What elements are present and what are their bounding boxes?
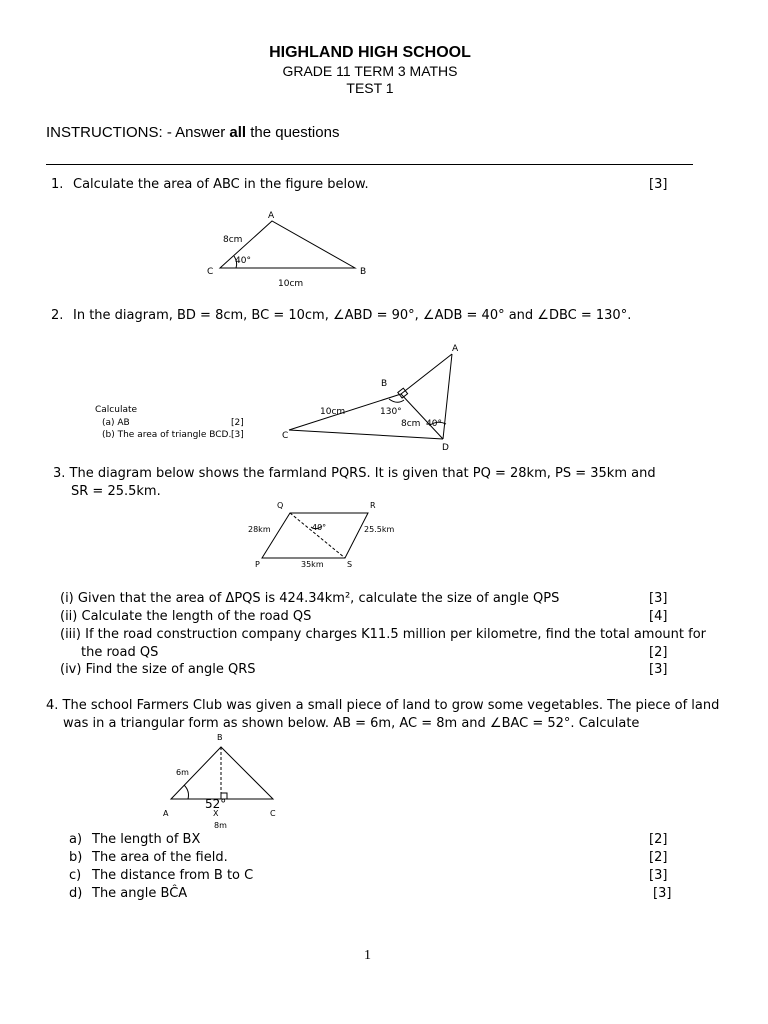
q2-label-c: C <box>282 431 289 441</box>
q4-part-d-letter: d) <box>69 886 83 901</box>
q2-label-130: 130° <box>380 407 402 417</box>
q1-labels <box>207 211 366 289</box>
q3-part-iii-marks: [2] <box>649 645 668 660</box>
q4-part-b-marks: [2] <box>649 850 668 865</box>
q2-label-d: D <box>442 443 449 453</box>
q3-part-iii-cont: the road QS <box>81 645 159 660</box>
q4-labels <box>163 733 276 830</box>
q1-label-b: B <box>360 267 367 277</box>
page-number: 1 <box>364 948 371 963</box>
q1-label-c: C <box>207 267 214 277</box>
q4-label-b: B <box>217 733 223 742</box>
q1-marks: [3] <box>649 177 668 192</box>
q2-label-8cm: 8cm <box>401 419 421 429</box>
q4-part-b: The area of the field. <box>92 850 228 865</box>
q4-part-d: The angle BĈA <box>92 886 188 901</box>
q3-label-p: P <box>255 560 260 569</box>
q4-part-c-letter: c) <box>69 868 82 883</box>
q3-label-q: Q <box>277 501 284 510</box>
q3-parallelogram <box>262 513 368 558</box>
q2-part-a: (a) AB <box>102 418 130 428</box>
q2-number: 2. <box>51 308 64 323</box>
grade-title: GRADE 11 TERM 3 MATHS <box>282 63 458 79</box>
q3-text-line2: SR = 25.5km. <box>71 484 161 499</box>
q2-label-40: 40° <box>426 419 442 429</box>
q2-part-a-marks: [2] <box>231 418 244 428</box>
instructions-bold: all <box>229 124 247 141</box>
q4-label-6m: 6m <box>176 768 189 777</box>
q4-part-a-marks: [2] <box>649 832 668 847</box>
q3-part-iv: (iv) Find the size of angle QRS <box>60 662 256 677</box>
q3-label-35km: 35km <box>301 560 324 569</box>
q3-label-28km: 28km <box>248 525 271 534</box>
q2-angle-b-arc <box>389 399 404 402</box>
q4-label-a: A <box>163 809 169 818</box>
q3-label-s: S <box>347 560 353 569</box>
q3-part-ii: (ii) Calculate the length of the road QS <box>60 609 312 624</box>
q3-text-line1: 3. The diagram below shows the farmland PQRS. It is given that PQ = 28km, PS = 35km and <box>53 466 656 481</box>
q1-label-angle: 40° <box>235 256 251 266</box>
q3-labels <box>248 501 394 569</box>
q4-part-a: The length of BX <box>92 832 201 847</box>
q3-part-ii-marks: [4] <box>649 609 668 624</box>
test-title: TEST 1 <box>346 80 394 96</box>
q2-text: In the diagram, BD = 8cm, BC = 10cm, ∠ABD = 90°, ∠ADB = 40° and ∠DBC = 130°. <box>73 308 632 323</box>
q2-labels <box>282 344 459 453</box>
q3-part-i: (i) Given that the area of ΔPQS is 424.34km², calculate the size of angle QPS <box>60 591 560 606</box>
q3-diagonal-qs <box>290 513 345 558</box>
q4-part-d-marks: [3] <box>653 886 672 901</box>
q4-label-8m: 8m <box>214 821 227 830</box>
q1-label-10cm: 10cm <box>278 279 304 289</box>
q4-part-c: The distance from B to C <box>92 868 254 883</box>
q1-label-a: A <box>268 211 275 221</box>
q2-calculate-label: Calculate <box>95 405 138 415</box>
q3-part-iii: (iii) If the road construction company charges K11.5 million per kilometre, find the total amount for <box>60 627 706 642</box>
q2-label-10cm: 10cm <box>320 407 346 417</box>
q1-text: Calculate the area of ABC in the figure below. <box>73 177 369 192</box>
q3-parallelogram-figure <box>262 513 368 558</box>
q3-part-i-marks: [3] <box>649 591 668 606</box>
q3-label-angle: 40° <box>312 523 327 532</box>
instructions-suffix: the questions <box>246 124 340 141</box>
q2-label-a: A <box>452 344 459 354</box>
q4-part-a-letter: a) <box>69 832 83 847</box>
q4-text-line1: 4. The school Farmers Club was given a small piece of land to grow some vegetables. The piece of land <box>46 698 720 713</box>
q4-text-line2: was in a triangular form as shown below. AB = 6m, AC = 8m and ∠BAC = 52°. Calculate <box>63 716 640 731</box>
q4-label-x: X <box>213 809 219 818</box>
q2-part-b: (b) The area of triangle BCD. <box>102 430 232 440</box>
q2-part-b-marks: [3] <box>231 430 244 440</box>
q4-angle-arc <box>184 785 189 799</box>
school-name: HIGHLAND HIGH SCHOOL <box>269 44 471 61</box>
q1-label-8cm: 8cm <box>223 235 243 245</box>
q4-part-c-marks: [3] <box>649 868 668 883</box>
q1-number: 1. <box>51 177 64 192</box>
q4-part-b-letter: b) <box>69 850 83 865</box>
q3-label-25km: 25.5km <box>364 525 395 534</box>
q4-label-c: C <box>270 809 276 818</box>
q3-label-r: R <box>370 501 376 510</box>
q3-part-iv-marks: [3] <box>649 662 668 677</box>
q4-label-angle: 52° <box>205 797 227 811</box>
q2-label-b: B <box>381 379 388 389</box>
instructions-prefix: INSTRUCTIONS: - Answer <box>46 124 230 141</box>
